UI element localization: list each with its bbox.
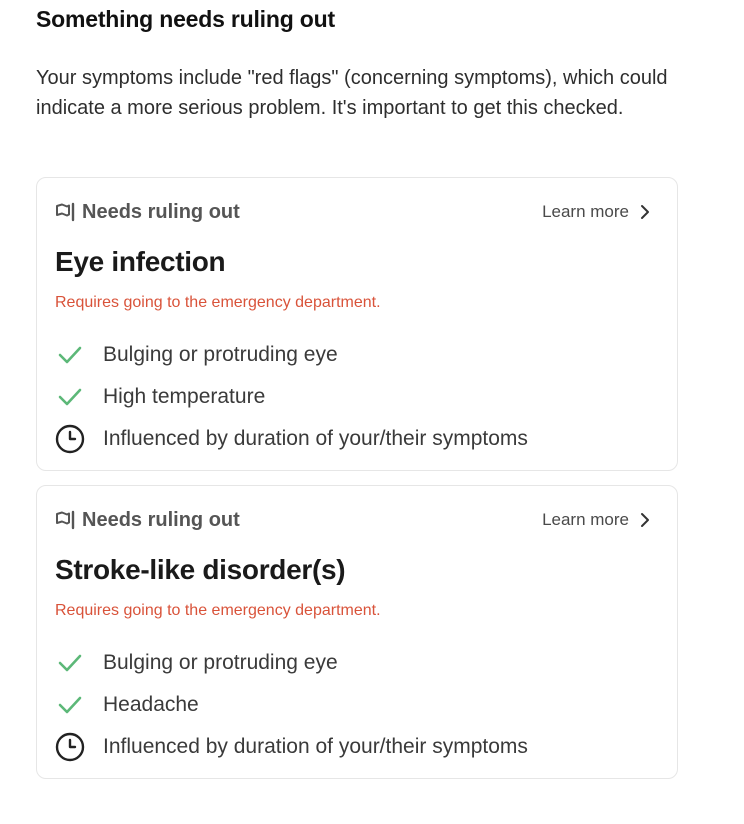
intro-text: Your symptoms include "red flags" (concerning symptoms), which could indicate a more serious problem. It's important to get this checked. bbox=[36, 67, 668, 119]
learn-more-link[interactable] bbox=[542, 510, 651, 530]
clock-icon bbox=[55, 424, 85, 454]
page-heading: Something needs ruling out bbox=[36, 6, 335, 32]
card-header bbox=[55, 507, 651, 533]
check-icon bbox=[55, 690, 85, 720]
check-icon bbox=[55, 382, 85, 412]
factor-label: High temperature bbox=[103, 385, 266, 408]
check-icon bbox=[55, 648, 85, 678]
factor-label: Influenced by duration of your/their symptoms bbox=[103, 735, 528, 758]
flag-icon bbox=[55, 510, 76, 530]
condition-card bbox=[36, 177, 678, 471]
factor-list bbox=[55, 334, 528, 460]
chevron-right-icon bbox=[639, 512, 651, 528]
requirement-text: Requires going to the emergency department. bbox=[55, 294, 381, 311]
factor-item bbox=[55, 418, 528, 460]
condition-title: Stroke-like disorder(s) bbox=[55, 554, 346, 585]
tag-label: Needs ruling out bbox=[82, 508, 240, 531]
learn-more-label: Learn more bbox=[542, 510, 629, 529]
learn-more-link[interactable] bbox=[542, 202, 651, 222]
needs-ruling-out-tag bbox=[55, 201, 240, 224]
chevron-right-icon bbox=[639, 204, 651, 220]
factor-item bbox=[55, 684, 528, 726]
requirement-text: Requires going to the emergency department. bbox=[55, 602, 381, 619]
factor-label: Bulging or protruding eye bbox=[103, 343, 338, 366]
clock-icon bbox=[55, 732, 85, 762]
factor-list bbox=[55, 642, 528, 768]
factor-item bbox=[55, 376, 528, 418]
factor-label: Influenced by duration of your/their symptoms bbox=[103, 427, 528, 450]
flag-icon bbox=[55, 202, 76, 222]
card-header bbox=[55, 199, 651, 225]
factor-item bbox=[55, 642, 528, 684]
needs-ruling-out-tag bbox=[55, 509, 240, 532]
factor-item bbox=[55, 334, 528, 376]
factor-label: Headache bbox=[103, 693, 199, 716]
tag-label: Needs ruling out bbox=[82, 200, 240, 223]
check-icon bbox=[55, 340, 85, 370]
factor-item bbox=[55, 726, 528, 768]
learn-more-label: Learn more bbox=[542, 202, 629, 221]
factor-label: Bulging or protruding eye bbox=[103, 651, 338, 674]
condition-card bbox=[36, 485, 678, 779]
condition-title: Eye infection bbox=[55, 246, 226, 277]
